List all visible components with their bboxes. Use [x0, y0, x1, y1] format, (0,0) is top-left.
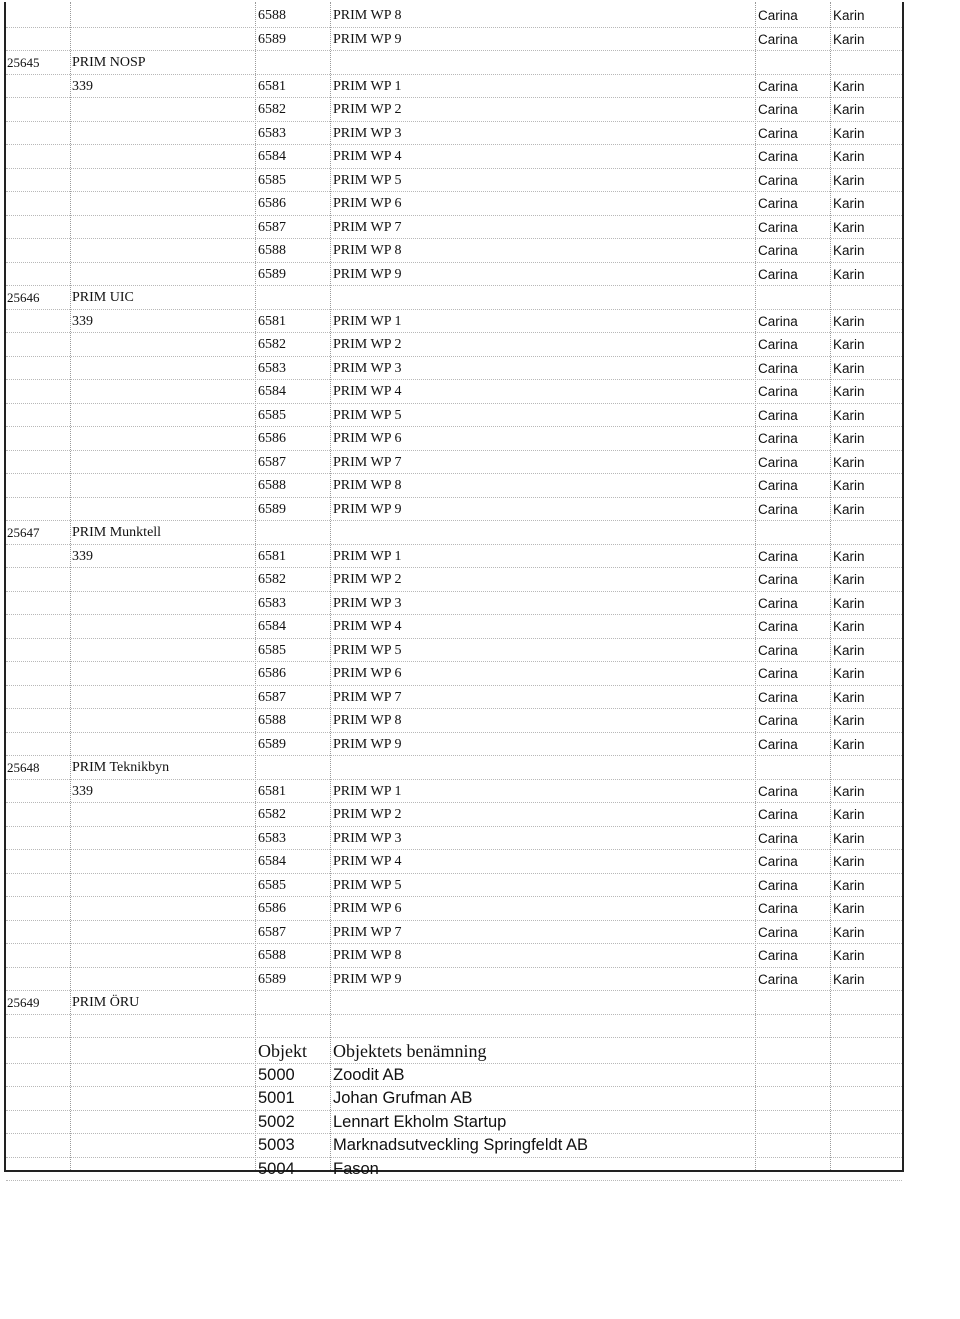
project-number-cell: 25645: [7, 55, 40, 70]
object-description-cell: PRIM WP 7: [333, 689, 402, 705]
assignee-cell: Carina: [758, 266, 798, 282]
object-description-cell: PRIM WP 6: [333, 901, 402, 916]
assignee-cell: Carina: [758, 384, 798, 399]
object-number-cell: 6586: [258, 431, 286, 446]
reviewer-cell: Karin: [833, 196, 865, 211]
object-number-cell: 6585: [258, 172, 286, 188]
assignee-cell: Carina: [758, 877, 798, 893]
assignee-cell: Carina: [758, 360, 798, 376]
object-number-cell: 6587: [258, 924, 286, 940]
project-number-cell: 25649: [7, 995, 40, 1010]
table-row: [6, 827, 902, 851]
object-description-cell: PRIM WP 5: [333, 642, 402, 658]
assignee-cell: Carina: [758, 971, 798, 987]
assignee-cell: Carina: [758, 196, 798, 211]
table-row: [6, 850, 902, 874]
reviewer-cell: Karin: [833, 149, 865, 164]
object-number-cell: 6584: [258, 149, 286, 164]
reviewer-cell: Karin: [833, 172, 865, 188]
table-row: [6, 968, 902, 992]
assignee-cell: Carina: [758, 619, 798, 634]
object-number-cell: 6585: [258, 877, 286, 893]
table-row: [6, 216, 902, 240]
object-description-cell: PRIM WP 2: [333, 337, 402, 352]
object-description-cell: PRIM WP 4: [333, 149, 402, 164]
object-description-cell: PRIM WP 2: [333, 807, 402, 822]
reviewer-cell: Karin: [833, 78, 865, 94]
object-description-cell: PRIM WP 4: [333, 384, 402, 399]
table-row: [6, 75, 902, 99]
table-row: [6, 545, 902, 569]
assignee-cell: Carina: [758, 219, 798, 235]
reviewer-cell: Karin: [833, 924, 865, 940]
object-description-cell: PRIM WP 9: [333, 501, 402, 517]
reviewer-cell: Karin: [833, 713, 865, 728]
reviewer-cell: Karin: [833, 384, 865, 399]
reviewer-cell: Karin: [833, 501, 865, 517]
table-row: [6, 333, 902, 357]
table-row: [6, 1015, 902, 1039]
object-number-cell: 6586: [258, 196, 286, 211]
objects-header-number: Objekt: [258, 1041, 307, 1061]
object-number-cell: 6587: [258, 689, 286, 705]
reviewer-cell: Karin: [833, 125, 865, 141]
object-number-cell: 6584: [258, 384, 286, 399]
assignee-cell: Carina: [758, 125, 798, 141]
object-description-cell: PRIM WP 8: [333, 8, 402, 23]
object-description-cell: PRIM WP 4: [333, 854, 402, 869]
object-name-cell: Lennart Ekholm Startup: [333, 1112, 507, 1131]
table-row: [6, 28, 902, 52]
object-number-cell: 6585: [258, 642, 286, 658]
assignee-cell: Carina: [758, 854, 798, 869]
reviewer-cell: Karin: [833, 736, 865, 752]
reviewer-cell: Karin: [833, 948, 865, 963]
assignee-cell: Carina: [758, 337, 798, 352]
reviewer-cell: Karin: [833, 807, 865, 822]
reviewer-cell: Karin: [833, 407, 865, 423]
reviewer-cell: Karin: [833, 431, 865, 446]
object-number-cell: 6587: [258, 454, 286, 470]
assignee-cell: Carina: [758, 313, 798, 329]
reviewer-cell: Karin: [833, 783, 865, 799]
table-row: [6, 404, 902, 428]
assignee-cell: Carina: [758, 31, 798, 47]
table-row: [6, 451, 902, 475]
object-number-cell: 6582: [258, 102, 286, 117]
object-number-cell: 6588: [258, 713, 286, 728]
object-number-cell: 5003: [258, 1136, 295, 1154]
assignee-cell: Carina: [758, 243, 798, 258]
reviewer-cell: Karin: [833, 219, 865, 235]
table-row: [6, 310, 902, 334]
object-number-cell: 6583: [258, 360, 286, 376]
object-description-cell: PRIM WP 6: [333, 666, 402, 681]
project-name-cell: PRIM NOSP: [72, 55, 146, 70]
project-name-cell: 339: [72, 313, 93, 329]
object-description-cell: PRIM WP 8: [333, 478, 402, 493]
reviewer-cell: Karin: [833, 595, 865, 611]
assignee-cell: Carina: [758, 172, 798, 188]
project-name-cell: PRIM UIC: [72, 290, 134, 305]
table-row: [6, 756, 902, 780]
objects-table-header: [6, 1040, 902, 1064]
object-number-cell: 6581: [258, 548, 286, 564]
table-row: [6, 380, 902, 404]
objects-table-row: [6, 1134, 902, 1158]
table-row: [6, 662, 902, 686]
document-sheet: [4, 2, 904, 1178]
table-row: [6, 874, 902, 898]
table-row: [6, 427, 902, 451]
object-description-cell: PRIM WP 1: [333, 783, 402, 799]
table-row: [6, 98, 902, 122]
table-row: [6, 286, 902, 310]
table-row: [6, 733, 902, 757]
reviewer-cell: Karin: [833, 901, 865, 916]
object-description-cell: PRIM WP 2: [333, 102, 402, 117]
object-description-cell: PRIM WP 7: [333, 454, 402, 470]
object-number-cell: 6588: [258, 243, 286, 258]
object-number-cell: 6589: [258, 266, 286, 282]
object-name-cell: Johan Grufman AB: [333, 1089, 473, 1107]
object-number-cell: 6581: [258, 313, 286, 329]
objects-table-row: [6, 1087, 902, 1111]
object-number-cell: 6588: [258, 8, 286, 23]
object-number-cell: 6583: [258, 125, 286, 141]
table-row: [6, 686, 902, 710]
objects-table-row: [6, 1064, 902, 1088]
assignee-cell: Carina: [758, 548, 798, 564]
object-description-cell: PRIM WP 8: [333, 713, 402, 728]
project-number-cell: 25648: [7, 760, 40, 775]
object-description-cell: PRIM WP 1: [333, 78, 402, 94]
assignee-cell: Carina: [758, 78, 798, 94]
reviewer-cell: Karin: [833, 243, 865, 258]
object-number-cell: 6582: [258, 807, 286, 822]
object-description-cell: PRIM WP 5: [333, 172, 402, 188]
objects-header-name: Objektets benämning: [333, 1041, 487, 1061]
table-row: [6, 709, 902, 733]
table-row: [6, 122, 902, 146]
project-name-cell: 339: [72, 78, 93, 94]
object-description-cell: PRIM WP 7: [333, 924, 402, 940]
assignee-cell: Carina: [758, 149, 798, 164]
table-row: [6, 803, 902, 827]
object-description-cell: PRIM WP 3: [333, 595, 402, 611]
object-number-cell: 6581: [258, 78, 286, 94]
reviewer-cell: Karin: [833, 619, 865, 634]
project-number-cell: 25647: [7, 525, 40, 540]
object-number-cell: 6587: [258, 219, 286, 235]
reviewer-cell: Karin: [833, 971, 865, 987]
reviewer-cell: Karin: [833, 830, 865, 846]
object-number-cell: 6583: [258, 830, 286, 846]
table-row: [6, 639, 902, 663]
object-number-cell: 5001: [258, 1089, 295, 1107]
objects-table-row: [6, 1158, 902, 1182]
assignee-cell: Carina: [758, 689, 798, 705]
object-description-cell: PRIM WP 6: [333, 431, 402, 446]
reviewer-cell: Karin: [833, 478, 865, 493]
assignee-cell: Carina: [758, 454, 798, 470]
assignee-cell: Carina: [758, 8, 798, 23]
table-row: [6, 239, 902, 263]
object-description-cell: PRIM WP 3: [333, 830, 402, 846]
assignee-cell: Carina: [758, 407, 798, 423]
object-number-cell: 6581: [258, 783, 286, 799]
table-row: [6, 4, 902, 28]
table-row: [6, 474, 902, 498]
reviewer-cell: Karin: [833, 548, 865, 564]
object-number-cell: 6589: [258, 736, 286, 752]
reviewer-cell: Karin: [833, 266, 865, 282]
reviewer-cell: Karin: [833, 102, 865, 117]
object-number-cell: 6583: [258, 595, 286, 611]
object-description-cell: PRIM WP 9: [333, 971, 402, 987]
object-number-cell: 5000: [258, 1065, 295, 1084]
object-description-cell: PRIM WP 9: [333, 736, 402, 752]
assignee-cell: Carina: [758, 830, 798, 846]
table-row: [6, 944, 902, 968]
table-row: [6, 991, 902, 1015]
table-row: [6, 263, 902, 287]
object-description-cell: PRIM WP 1: [333, 548, 402, 564]
table-row: [6, 498, 902, 522]
assignee-cell: Carina: [758, 501, 798, 517]
object-description-cell: PRIM WP 5: [333, 877, 402, 893]
table-row: [6, 145, 902, 169]
reviewer-cell: Karin: [833, 572, 865, 587]
assignee-cell: Carina: [758, 572, 798, 587]
object-number-cell: 5002: [258, 1112, 295, 1131]
object-description-cell: PRIM WP 4: [333, 619, 402, 634]
table-row: [6, 897, 902, 921]
assignee-cell: Carina: [758, 924, 798, 940]
objects-table-row: [6, 1111, 902, 1135]
assignee-cell: Carina: [758, 807, 798, 822]
reviewer-cell: Karin: [833, 360, 865, 376]
assignee-cell: Carina: [758, 642, 798, 658]
object-number-cell: 6585: [258, 407, 286, 423]
assignee-cell: Carina: [758, 713, 798, 728]
table-row: [6, 615, 902, 639]
reviewer-cell: Karin: [833, 313, 865, 329]
object-number-cell: 6589: [258, 501, 286, 517]
project-name-cell: 339: [72, 783, 93, 799]
object-description-cell: PRIM WP 3: [333, 360, 402, 376]
assignee-cell: Carina: [758, 102, 798, 117]
table-row: [6, 521, 902, 545]
object-number-cell: 5004: [258, 1159, 295, 1178]
table-row: [6, 592, 902, 616]
object-description-cell: PRIM WP 5: [333, 407, 402, 423]
object-name-cell: Marknadsutveckling Springfeldt AB: [333, 1136, 588, 1154]
project-name-cell: PRIM ÖRU: [72, 995, 140, 1010]
object-description-cell: PRIM WP 6: [333, 196, 402, 211]
object-name-cell: Zoodit AB: [333, 1065, 405, 1084]
reviewer-cell: Karin: [833, 337, 865, 352]
object-number-cell: 6584: [258, 854, 286, 869]
object-number-cell: 6588: [258, 478, 286, 493]
table-row: [6, 568, 902, 592]
object-number-cell: 6586: [258, 901, 286, 916]
reviewer-cell: Karin: [833, 31, 865, 47]
object-number-cell: 6589: [258, 971, 286, 987]
table-row: [6, 192, 902, 216]
object-description-cell: PRIM WP 9: [333, 31, 402, 47]
object-number-cell: 6582: [258, 572, 286, 587]
object-description-cell: PRIM WP 2: [333, 572, 402, 587]
assignee-cell: Carina: [758, 736, 798, 752]
project-name-cell: 339: [72, 548, 93, 564]
object-description-cell: PRIM WP 1: [333, 313, 402, 329]
object-description-cell: PRIM WP 3: [333, 125, 402, 141]
reviewer-cell: Karin: [833, 8, 865, 23]
object-number-cell: 6584: [258, 619, 286, 634]
object-number-cell: 6588: [258, 948, 286, 963]
assignee-cell: Carina: [758, 783, 798, 799]
table-row: [6, 169, 902, 193]
object-number-cell: 6589: [258, 31, 286, 47]
table-row: [6, 357, 902, 381]
object-description-cell: PRIM WP 9: [333, 266, 402, 282]
table-row: [6, 780, 902, 804]
object-number-cell: 6582: [258, 337, 286, 352]
reviewer-cell: Karin: [833, 854, 865, 869]
assignee-cell: Carina: [758, 595, 798, 611]
reviewer-cell: Karin: [833, 454, 865, 470]
object-number-cell: 6586: [258, 666, 286, 681]
assignee-cell: Carina: [758, 431, 798, 446]
assignee-cell: Carina: [758, 948, 798, 963]
table-row: [6, 51, 902, 75]
object-description-cell: PRIM WP 7: [333, 219, 402, 235]
reviewer-cell: Karin: [833, 642, 865, 658]
object-description-cell: PRIM WP 8: [333, 948, 402, 963]
reviewer-cell: Karin: [833, 877, 865, 893]
project-name-cell: PRIM Munktell: [72, 525, 162, 540]
object-name-cell: Fason: [333, 1159, 379, 1178]
project-number-cell: 25646: [7, 290, 40, 305]
assignee-cell: Carina: [758, 666, 798, 681]
reviewer-cell: Karin: [833, 689, 865, 705]
reviewer-cell: Karin: [833, 666, 865, 681]
project-name-cell: PRIM Teknikbyn: [72, 760, 170, 775]
assignee-cell: Carina: [758, 901, 798, 916]
table-row: [6, 921, 902, 945]
assignee-cell: Carina: [758, 478, 798, 493]
object-description-cell: PRIM WP 8: [333, 243, 402, 258]
